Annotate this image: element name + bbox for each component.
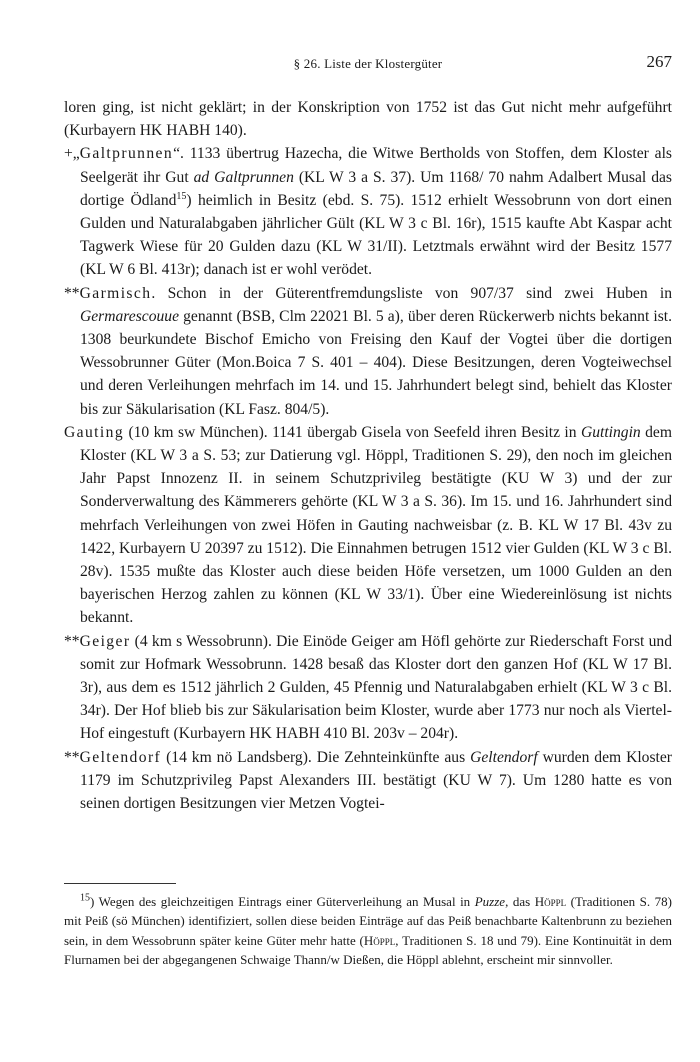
entry-marker: ** <box>64 632 80 650</box>
footnotes <box>64 892 672 969</box>
place-name-italic: Guttingin <box>580 423 641 441</box>
entry-gauting: Gauting (10 km sw München). 1141 übergab Gisela von Seefeld ihren Besitz in Guttingin dem Kloster (KL W 3 a S. 53; zur Datierung vgl. Höppl, Traditionen S. 29), den noch im gleichen Jahr Papst Innozenz II. in seinem Schutzprivileg bestätigte (KU W 3) und der zur Sonderverwaltung des Kämmerers gehörte (KL W 3 a S. 36). Im 15. und 16. Jahrhundert sind mehrfach Verleihungen von zwei Höfen in Gauting nachweisbar (z. B. KL W 17 Bl. 43v zu 1422, Kurbayern U 20397 zu 1512). Die Einnahmen betrugen 1512 vier Gulden (KL W 3 c Bl. 28v). 1535 mußte das Kloster auch diese beiden Höfe versetzen, um 1000 Gulden an den bayerischen Herzog zahlen zu können (KL W 33/1). Über eine Wiedereinlösung ist nichts bekannt. <box>64 423 672 627</box>
entry-head-word: Gauting <box>64 423 125 441</box>
place-name-italic: ad Galtprunnen <box>193 168 294 186</box>
entry-marker: ** <box>64 284 80 302</box>
entry-geltendorf: **Geltendorf (14 km nö Landsberg). Die Zehnteinkünfte aus Geltendorf wurden dem Kloster 1179 im Schutzprivileg Papst Alexanders III. bestätigt (KU W 7). Um 1280 hatte es von seinen dortigen Besitzungen vier Metzen Vogtei- <box>64 748 672 813</box>
place-name-italic: Puzze <box>474 894 506 909</box>
place-name-italic: Geltendorf <box>470 748 538 766</box>
entry-head-word: Geltendorf <box>79 748 162 766</box>
page-number: 267 <box>646 52 672 71</box>
entry-geiger: **Geiger (4 km s Wessobrunn). Die Einöde Geiger am Höfl gehörte zur Riederschaft Forst und somit zur Hofmark Wessobrunn. 1428 besaß das Kloster dort den ganzen Hof (KL W 17 Bl. 3r), aus dem es 1512 jährlich 2 Gulden, 45 Pfennig und Naturalabgaben erhielt (KL W 3 c Bl. 34r). Der Hof blieb bis zur Säkularisation beim Kloster, wurde aber 1773 nur noch als Viertel-Hof eingestuft (Kurbayern HK HABH 410 Bl. 203v – 204r). <box>64 632 672 743</box>
footnote-number: 15 <box>80 892 90 904</box>
author-name-small-caps: Höppl <box>534 894 567 909</box>
author-name-small-caps: Höppl <box>363 932 396 948</box>
running-head <box>64 52 672 74</box>
footnote-divider <box>64 883 176 884</box>
entry-head-word: Garmisch <box>79 284 152 302</box>
place-name-italic: Germarescouue <box>80 307 180 325</box>
footnote-15: $^{15}$) Wegen des gleichzeitigen Eintrags einer Güterverleihung an Musal in Puzze, das Höppl (Traditionen S. 78) mit Peiß (sö München) identifiziert, sollen diese beiden Einträge auf das Peiß benachbarte Kaltenbrunn zu beziehen sein, in dem Wessobrunn später keine Güter mehr hatte (Höppl, Traditionen S. 18 und 79). Eine Kontinuität in dem Flurnamen bei der abgegangenen Schwaige Thann/w Dießen, die Höppl ablehnt, erscheint mir sinnvoller. <box>64 892 672 967</box>
running-title: § 26. Liste der Klostergüter <box>293 56 443 71</box>
entry-marker: +„ <box>64 145 80 163</box>
entry-head-word: Geiger <box>79 632 131 650</box>
footnote-ref[interactable]: 15 <box>176 190 187 202</box>
body-text <box>64 96 672 815</box>
entry-marker: ** <box>64 748 80 766</box>
entry-galtprunnen: +„Galtprunnen“. 1133 übertrug Hazecha, die Witwe Bertholds von Stoffen, dem Kloster als Seelgerät ihr Gut ad Galtprunnen (KL W 3 a S. 37). Um 1168/ 70 nahm Adalbert Musal das dortige Ödland$^{15}$) heimlich in Besitz (ebd. S. 75). 1512 erhielt Wessobrunn von dort einen Gulden und Naturalabgaben jährlicher Gült (KL W 3 c Bl. 16r), 1515 kaufte Abt Kaspar acht Tagwerk Wiese für 20 Gulden dazu (KL W 31/II). Letztmals erwähnt wird der Besitz 1577 (KL W 6 Bl. 413r); danach ist er wohl verödet. <box>64 145 672 279</box>
paragraph-continuation: loren ging, ist nicht geklärt; in der Konskription von 1752 ist das Gut nicht mehr aufgeführt (Kurbayern HK HABH 140). <box>64 99 672 140</box>
entry-garmisch: **Garmisch. Schon in der Güterentfremdungsliste von 907/37 sind zwei Huben in Germarescouue genannt (BSB, Clm 22021 Bl. 5 a), über deren Rückerwerb nichts bekannt ist. 1308 beurkundete Bischof Emicho von Freising den Kauf der Vogtei über die dortigen Wessobrunner Güter (Mon.Boica 7 S. 401 – 404). Diese Besitzungen, deren Vogteiwechsel und deren Verleihungen mehrfach im 14. und 15. Jahrhundert belegt sind, behielt das Kloster bis zur Säkularisation (KL Fasz. 804/5). <box>64 284 672 418</box>
entry-head-word: Galtprunnen <box>79 145 174 163</box>
